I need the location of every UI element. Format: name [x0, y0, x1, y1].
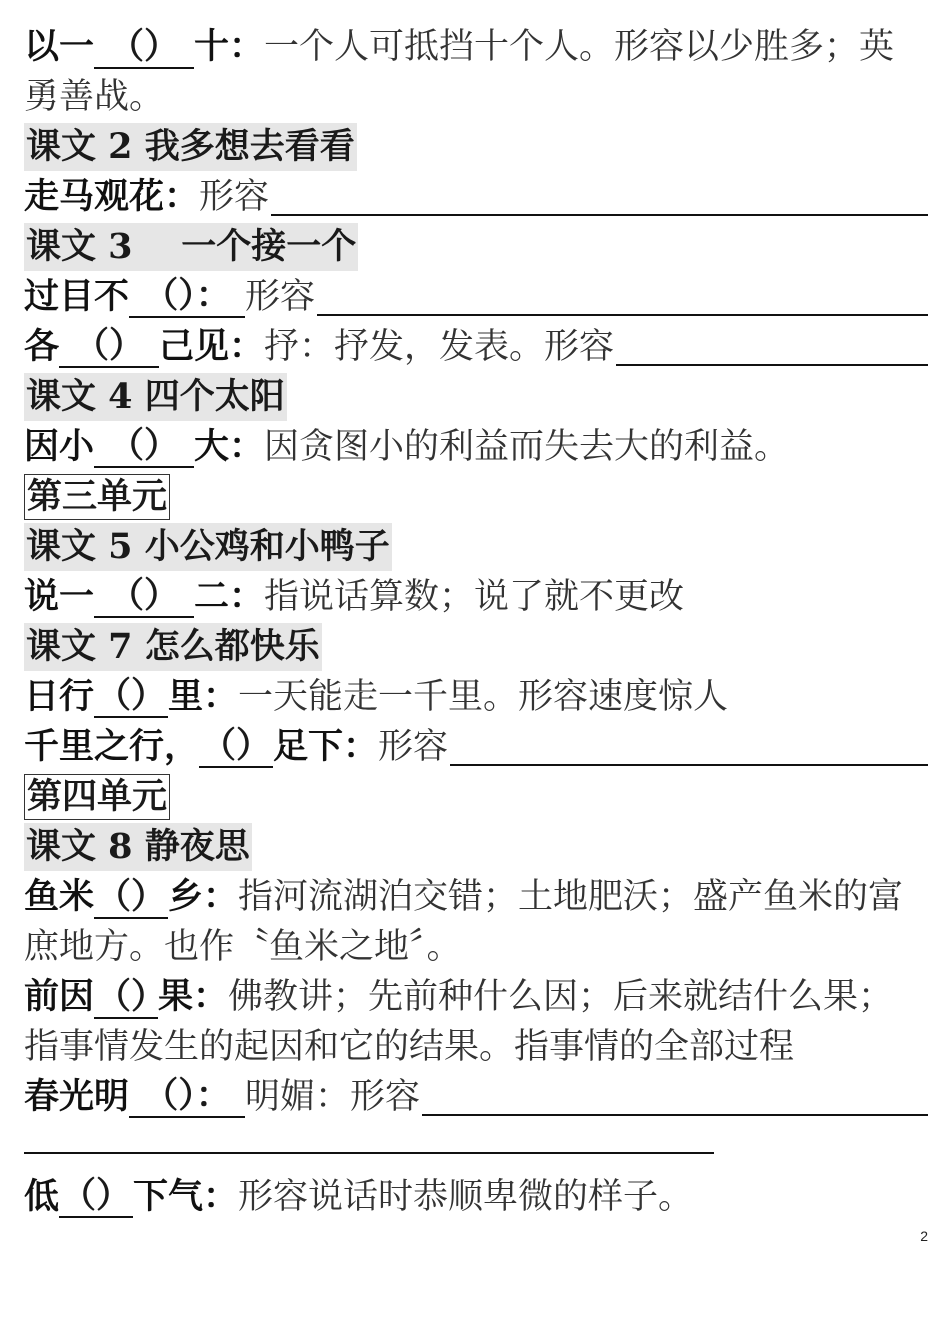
lesson-heading: 课文 3 一个接一个	[24, 223, 358, 271]
idiom-suffix: 大：	[194, 426, 265, 467]
idiom-suffix: 足下：	[273, 726, 379, 767]
idiom-entry-disheng	[24, 1172, 928, 1222]
idiom-definition: 明媚：形容	[245, 1077, 421, 1117]
idiom-definition: 形容说话时恭顺卑微的样子。	[238, 1177, 694, 1217]
idiom-definition: 形容	[245, 277, 316, 317]
fill-blank[interactable]: （）	[201, 725, 272, 766]
lesson-heading: 课文 8 静夜思	[24, 823, 252, 871]
answer-line[interactable]	[271, 178, 928, 216]
lesson-5-row	[24, 522, 928, 572]
idiom-suffix: 里：	[168, 676, 239, 717]
answer-line[interactable]	[616, 328, 928, 366]
idiom-suffix: 十：	[194, 26, 265, 67]
idiom-prefix: 过目不	[24, 276, 130, 317]
idiom-prefix: 以一	[24, 26, 95, 67]
idiom-definition: 佛教讲；先前种什么因；后来就结什么果；指事情发生的起因和它的结果。指事情的全部过程	[24, 977, 894, 1067]
idiom-entry-qianyin	[24, 972, 928, 1072]
idiom-prefix: 鱼米	[24, 876, 95, 917]
idiom-entry-chunguang	[24, 1072, 928, 1122]
idiom-entry-zouma	[24, 172, 928, 222]
idiom-prefix: 前因	[24, 976, 95, 1017]
idiom-suffix: 果：	[158, 976, 229, 1017]
fill-blank[interactable]: （）	[94, 27, 194, 69]
idiom-prefix: 日行	[24, 676, 95, 717]
idiom-entry-qianli	[24, 722, 928, 772]
unit-4-row	[24, 772, 928, 822]
idiom-definition: 指说话算数；说了就不更改	[264, 577, 685, 617]
idiom-definition: 抒：抒发，发表。形容	[264, 327, 615, 367]
answer-line[interactable]	[422, 1078, 928, 1116]
answer-line[interactable]	[450, 728, 928, 766]
fill-blank[interactable]: （）	[94, 576, 194, 618]
idiom-definition: 形容	[378, 727, 449, 767]
idiom-prefix: 各	[24, 326, 60, 367]
answer-line-continued[interactable]	[24, 1122, 928, 1166]
lesson-8-row	[24, 822, 928, 872]
unit-title: 第三单元	[24, 474, 170, 520]
idiom-entry-gezi	[24, 322, 928, 372]
lesson-heading: 课文 5 小公鸡和小鸭子	[24, 523, 392, 571]
idiom-prefix: 说一	[24, 576, 95, 617]
answer-line[interactable]	[317, 278, 928, 316]
unit-title: 第四单元	[24, 774, 170, 820]
lesson-heading: 课文 2 我多想去看看	[24, 123, 357, 171]
fill-blank[interactable]: （）	[96, 675, 167, 716]
lesson-heading: 课文 4 四个太阳	[24, 373, 287, 421]
idiom-definition: 形容	[199, 177, 270, 217]
idiom-entry-yiyi	[24, 22, 928, 122]
fill-blank[interactable]: （）：	[129, 1076, 245, 1118]
lesson-heading: 课文 7 怎么都快乐	[24, 623, 322, 671]
page-number: 2	[920, 1228, 928, 1244]
fill-blank[interactable]: （）	[94, 426, 194, 468]
idiom-prefix: 低	[24, 1176, 60, 1217]
idiom-suffix: 乡：	[168, 876, 239, 917]
lesson-3-row	[24, 222, 928, 272]
worksheet-page	[24, 22, 928, 1222]
idiom-entry-yumi	[24, 872, 928, 972]
idiom-definition: 指河流湖泊交错；土地肥沃；盛产鱼米的富庶地方。也作〝鱼米之地〞。	[24, 877, 904, 967]
fill-blank[interactable]: （）	[61, 1175, 132, 1216]
lesson-2-row	[24, 122, 928, 172]
idiom-entry-rixing	[24, 672, 928, 722]
unit-3-row	[24, 472, 928, 522]
idiom-prefix: 春光明	[24, 1076, 130, 1117]
lesson-7-row	[24, 622, 928, 672]
fill-blank[interactable]: （）	[59, 326, 159, 368]
lesson-4-row	[24, 372, 928, 422]
idiom-suffix: 二：	[194, 576, 265, 617]
idiom-suffix: 己见：	[159, 326, 265, 367]
idiom-suffix: 下气：	[133, 1176, 239, 1217]
idiom-prefix: 千里之行，	[24, 726, 200, 767]
idiom-term: 走马观花：	[24, 176, 200, 217]
idiom-entry-shuoyi	[24, 572, 928, 622]
answer-line	[24, 1152, 714, 1154]
idiom-entry-yinxiao	[24, 422, 928, 472]
idiom-definition: 一天能走一千里。形容速度惊人	[238, 677, 729, 717]
fill-blank[interactable]: （）：	[129, 276, 245, 318]
idiom-prefix: 因小	[24, 426, 95, 467]
idiom-definition: 一个人可抵挡十个人。形容以少胜多；英勇善战。	[24, 27, 895, 117]
idiom-definition: 因贪图小的利益而失去大的利益。	[264, 427, 790, 467]
fill-blank[interactable]: （）	[96, 976, 167, 1017]
idiom-entry-guomu	[24, 272, 928, 322]
fill-blank[interactable]: （）	[96, 876, 167, 917]
